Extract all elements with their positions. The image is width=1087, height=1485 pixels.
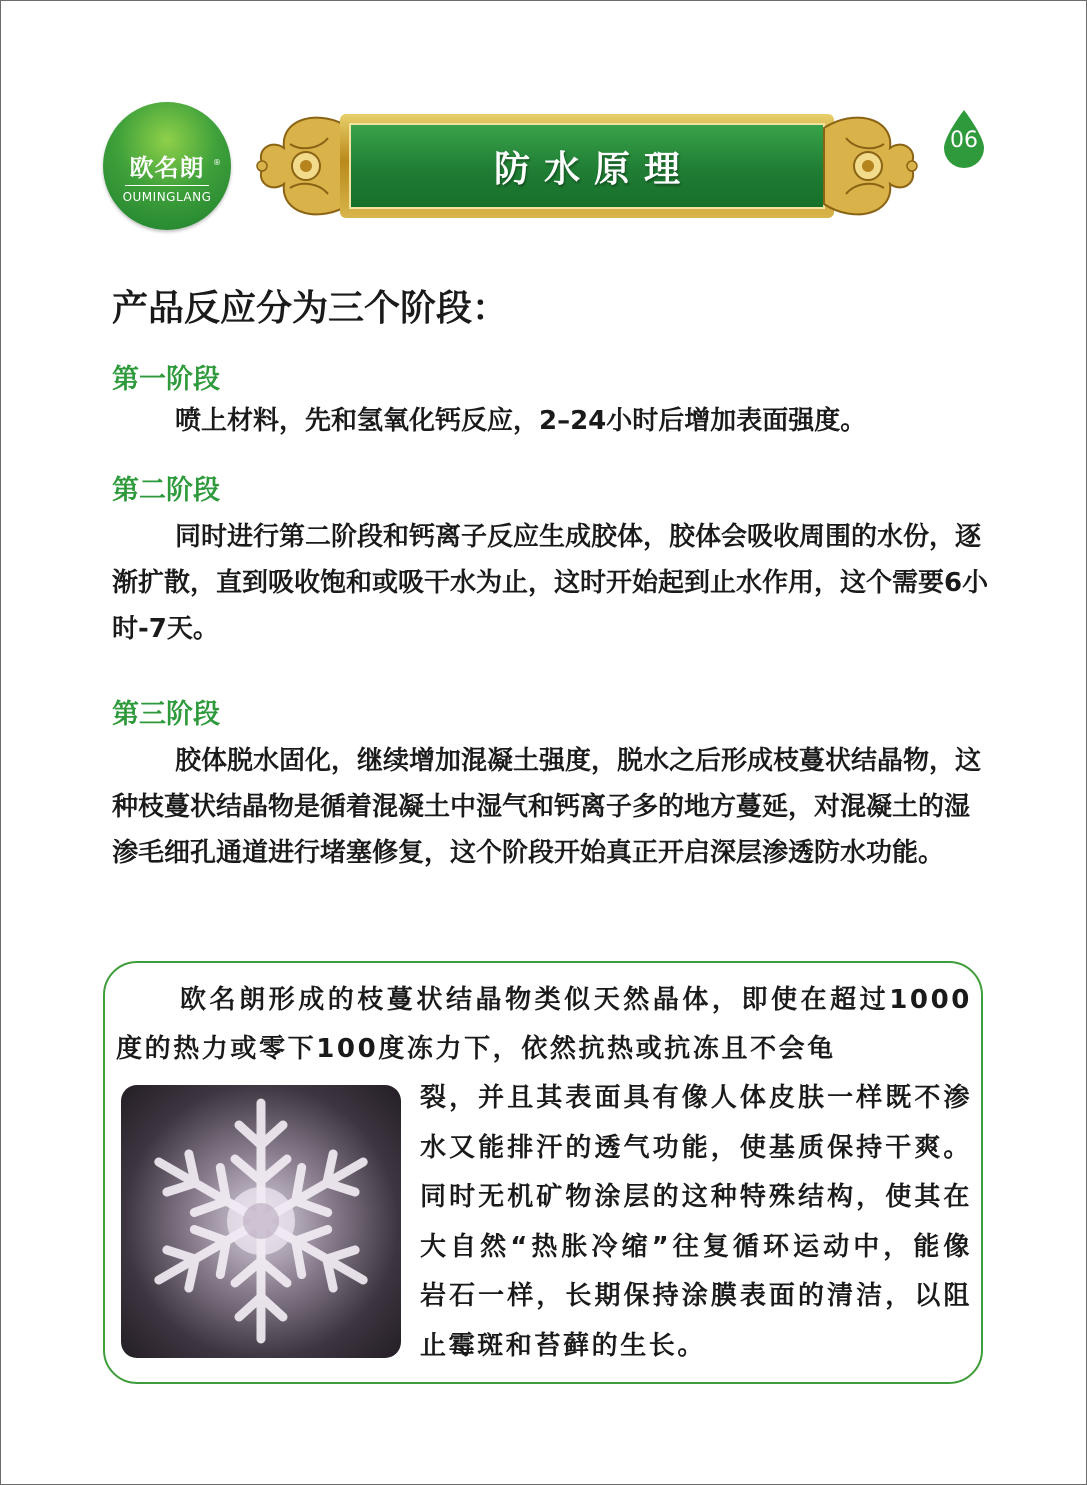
right-ornament-icon xyxy=(814,108,924,224)
logo-english-name: OUMINGLANG xyxy=(122,190,212,204)
stage-3-title: 第三阶段 xyxy=(112,699,220,730)
banner-frame xyxy=(340,114,834,218)
title-banner xyxy=(250,108,924,224)
banner-inner xyxy=(349,123,825,209)
logo-chinese-name: 欧名朗 xyxy=(129,154,205,182)
page-title: 防水原理 xyxy=(493,148,694,190)
stage-3-body: 胶体脱水固化，继续增加混凝土强度，脱水之后形成枝蔓状结晶物，这种枝蔓状结晶物是循着混凝土中湿气和钙离子多的地方蔓延，对混凝土的湿渗毛细孔通道进行堵塞修复，这个阶段开始真正开启深层渗透防水功能。 xyxy=(112,746,982,868)
registered-mark: ® xyxy=(213,158,221,167)
section-heading: 产品反应分为三个阶段： xyxy=(112,288,509,329)
stage-2-body: 同时进行第二阶段和钙离子反应生成胶体，胶体会吸收周围的水份，逐渐扩散，直到吸收饱和或吸干水为止，这时开始起到止水作用，这个需要6小时-7天。 xyxy=(112,522,989,644)
brand-logo xyxy=(103,102,231,230)
ice-crystal-image xyxy=(121,1085,401,1358)
stage-2-title: 第二阶段 xyxy=(112,475,220,506)
page-number: 06 xyxy=(950,128,978,153)
info-intro-text: 欧名朗形成的枝蔓状结晶物类似天然晶体，即使在超过1000度的热力或零下100度冻力下，依然抗热或抗冻且不会龟 xyxy=(116,985,972,1064)
stage-1-body: 喷上材料，先和氢氧化钙反应，2–24小时后增加表面强度。 xyxy=(175,406,867,436)
logo-divider xyxy=(125,185,209,186)
stage-1-title: 第一阶段 xyxy=(112,364,220,395)
snowflake-icon xyxy=(121,1085,401,1358)
info-detail-text: 裂，并且其表面具有像人体皮肤一样既不渗水又能排汗的透气功能，使基质保持干爽。同时无机矿物涂层的这种特殊结构，使其在大自然“热胀冷缩”往复循环运动中，能像岩石一样，长期保持涂膜表面的清洁，以阻止霉斑和苔藓的生长。 xyxy=(420,1083,972,1361)
